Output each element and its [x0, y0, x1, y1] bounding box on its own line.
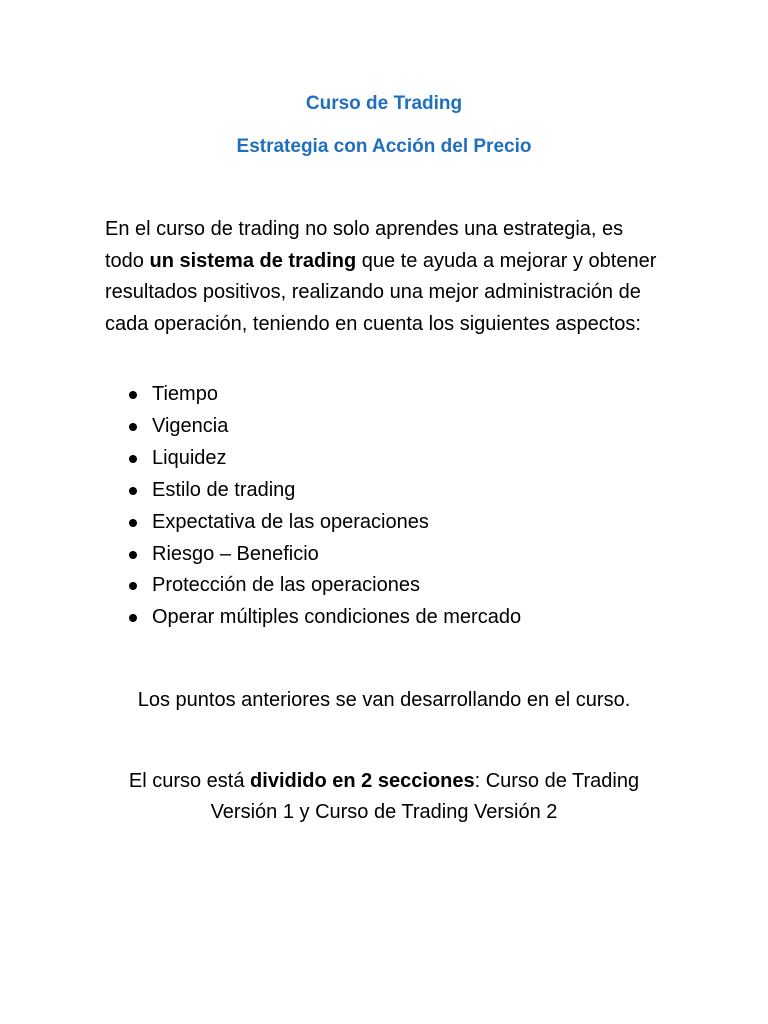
- sections-paragraph: [0, 766, 768, 828]
- list-item-label: Estilo de trading: [152, 478, 296, 501]
- bullet-icon: [129, 614, 137, 622]
- sections-text-line1-end: : Curso de Trading: [474, 770, 640, 792]
- list-item-label: Tiempo: [152, 383, 218, 405]
- list-item-label: Liquidez: [152, 446, 227, 469]
- list-item: [105, 539, 521, 571]
- list-item-label: Vigencia: [152, 414, 229, 437]
- bullet-icon: [129, 391, 137, 399]
- list-item-label: Protección de las operaciones: [152, 574, 420, 597]
- list-item: [105, 602, 521, 634]
- list-item: [105, 443, 521, 475]
- intro-bold-text: un sistema de trading: [149, 249, 357, 272]
- bullet-icon: [129, 455, 137, 463]
- list-item: [105, 379, 521, 411]
- list-item-label: Operar múltiples condiciones de mercado: [152, 606, 522, 629]
- list-item: [105, 411, 521, 443]
- points-paragraph: Los puntos anteriores se van desarrollando en el curso.: [137, 689, 631, 711]
- bullet-icon: [129, 423, 137, 431]
- bullet-icon: [129, 582, 137, 590]
- intro-text-end: que te ayuda a mejorar y obtener resultados positivos, realizando una mejor administración de cada operación, teniendo en cuenta los siguientes aspectos:: [105, 249, 657, 335]
- aspects-list: [105, 379, 521, 634]
- list-item: [105, 507, 521, 539]
- sections-text-start: El curso está: [128, 770, 251, 792]
- list-item-label: Expectativa de las operaciones: [152, 510, 429, 533]
- intro-text-start: En el curso de trading no solo aprendes una estrategia, es todo: [105, 218, 624, 272]
- bullet-icon: [129, 519, 137, 527]
- list-item-label: Riesgo – Beneficio: [152, 542, 319, 565]
- sections-bold-text: dividido en 2 secciones: [250, 770, 475, 792]
- document-title: Curso de Trading: [305, 93, 463, 114]
- list-item: [105, 475, 521, 507]
- intro-paragraph: [105, 214, 665, 340]
- list-item: [105, 570, 521, 602]
- bullet-icon: [129, 551, 137, 559]
- bullet-icon: [129, 487, 137, 495]
- document-subtitle: Estrategia con Acción del Precio: [236, 136, 532, 157]
- sections-text-line2: Versión 1 y Curso de Trading Versión 2: [210, 801, 558, 823]
